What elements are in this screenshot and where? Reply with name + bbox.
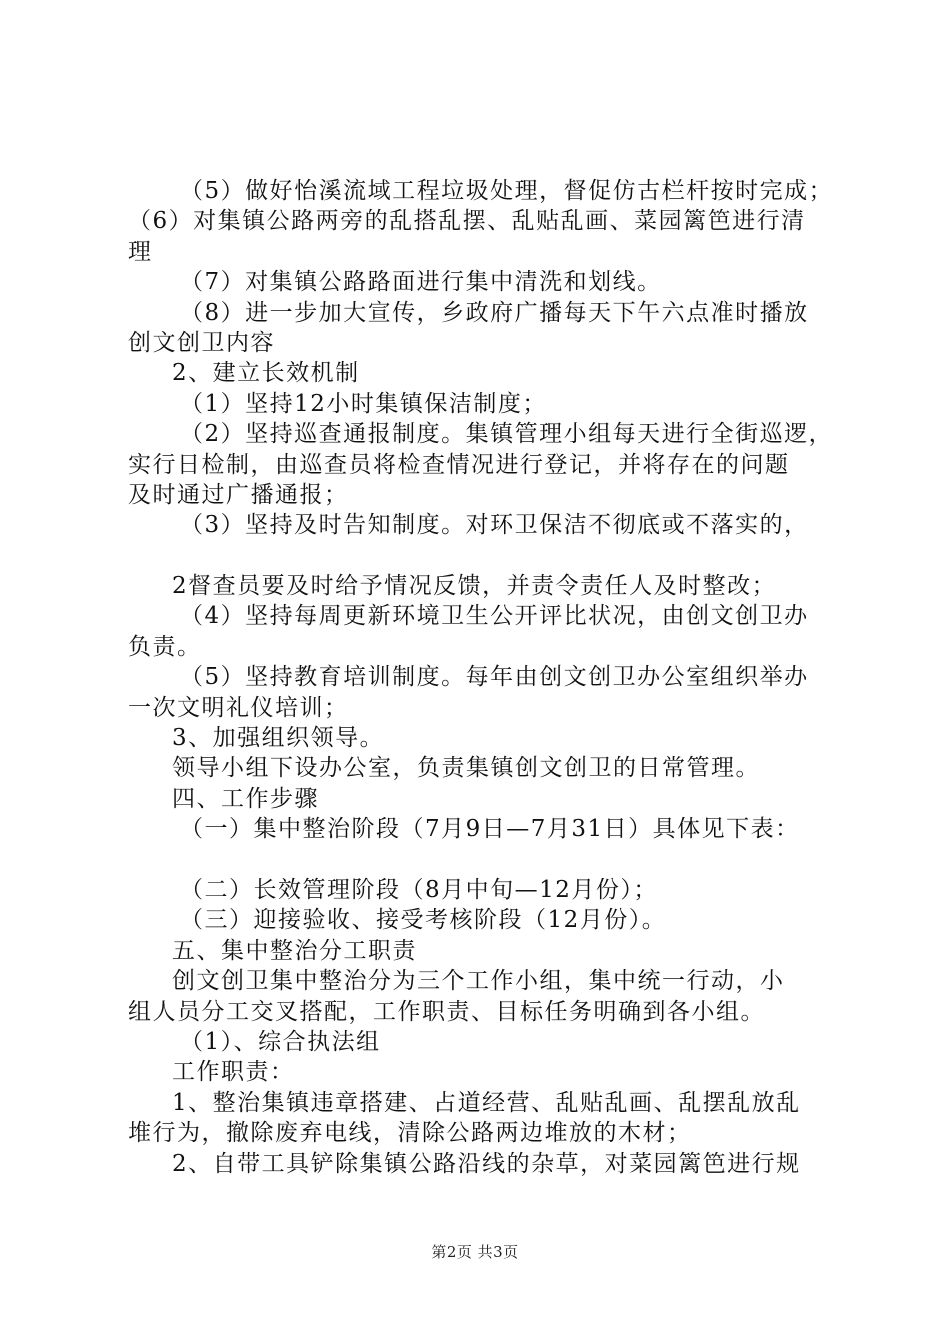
text-line: （3）坚持及时告知制度。对环卫保洁不彻底或不落实的，	[180, 512, 809, 539]
text-line: （7）对集镇公路路面进行集中清洗和划线。	[180, 269, 662, 296]
text-line: （5）做好怡溪流域工程垃圾处理，督促仿古栏杆按时完成；	[180, 178, 834, 204]
section-heading: 五、集中整治分工职责	[172, 937, 417, 964]
text-line: 2督查员要及时给予情况反馈，并责令责任人及时整改；	[172, 573, 777, 600]
text-line: 及时通过广播通报；	[128, 481, 349, 508]
text-line: 1、整治集镇违章搭建、占道经营、乱贴乱画、乱摆乱放乱	[172, 1089, 801, 1116]
text-line: （三）迎接验收、接受考核阶段（12月份）。	[180, 907, 667, 934]
text-line: 2、自带工具铲除集镇公路沿线的杂草，对菜园篱笆进行规	[172, 1150, 801, 1177]
text-line: （二）长效管理阶段（8月中旬—12月份）；	[180, 876, 658, 903]
text-line: （2）坚持巡查通报制度。集镇管理小组每天进行全街巡逻，	[180, 421, 834, 448]
text-line: 实行日检制，由巡查员将检查情况进行登记，并将存在的问题	[128, 451, 790, 478]
blank-line	[128, 845, 838, 875]
text-line: （4）坚持每周更新环境卫生公开评比状况，由创文创卫办	[180, 603, 809, 630]
text-line: 领导小组下设办公室，负责集镇创文创卫的日常管理。	[172, 755, 760, 782]
text-line: 创文创卫内容	[128, 329, 275, 356]
text-line: 组人员分工交叉搭配，工作职责、目标任务明确到各小组。	[128, 998, 765, 1025]
text-line: （5）坚持教育培训制度。每年由创文创卫办公室组织举办	[180, 664, 809, 691]
page-footer: 第2页 共3页	[431, 1243, 519, 1261]
text-line: 负责。	[128, 633, 202, 660]
text-line: （6）对集镇公路两旁的乱搭乱摆、乱贴乱画、菜园篱笆进行清	[128, 208, 806, 235]
text-line: 工作职责：	[172, 1059, 295, 1086]
text-line: 一次文明礼仪培训；	[128, 694, 349, 721]
section-heading: 四、工作步骤	[172, 785, 319, 812]
text-line: （1）坚持12小时集镇保洁制度；	[180, 390, 547, 417]
section-heading: （1）、综合执法组	[180, 1028, 381, 1055]
text-line: 创文创卫集中整治分为三个工作小组，集中统一行动，小	[172, 968, 785, 995]
document-body	[128, 176, 838, 1179]
blank-line	[128, 541, 838, 571]
text-line: （一）集中整治阶段（7月9日—7月31日）具体见下表：	[180, 816, 800, 843]
section-heading: 2、建立长效机制	[172, 360, 360, 387]
section-heading: 3、加强组织领导。	[172, 725, 385, 752]
text-line: 理	[128, 238, 153, 265]
text-line: （8）进一步加大宣传，乡政府广播每天下午六点准时播放	[180, 299, 809, 326]
text-line: 堆行为，撤除废弃电线，清除公路两边堆放的木材；	[128, 1120, 692, 1147]
